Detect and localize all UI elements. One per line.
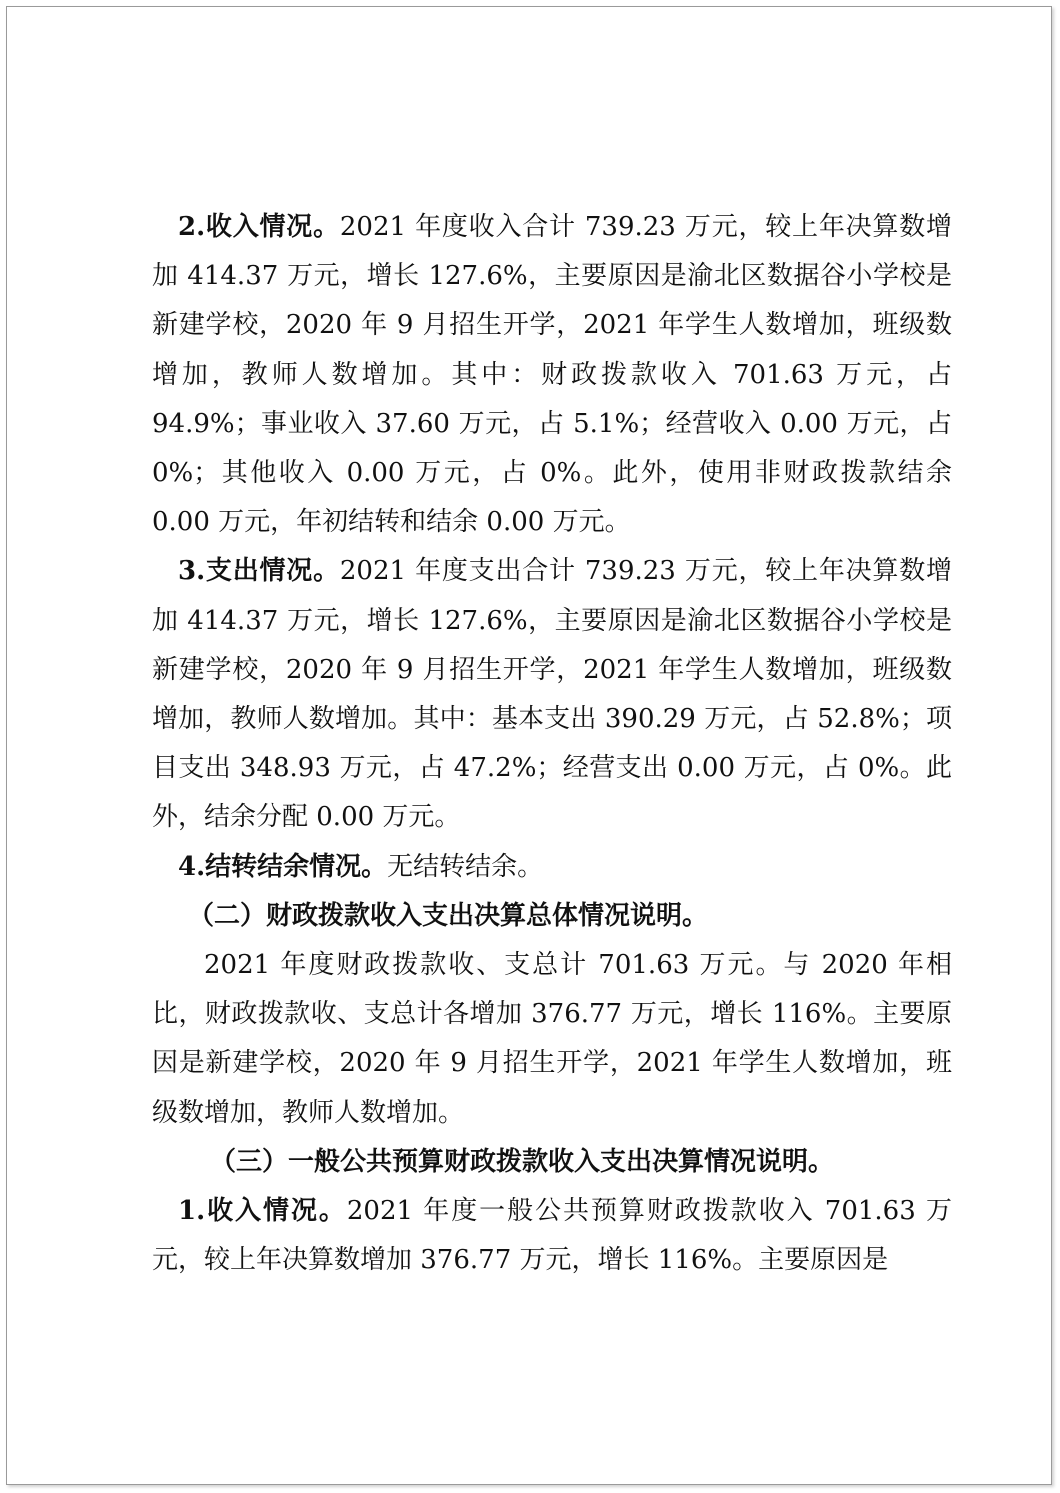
expense-heading: 3.支出情况。 <box>178 556 340 587</box>
expense-text: 2021 年度支出合计 739.23 万元，较上年决算数增加 414.37 万元，增长 127.6%，主要原因是渝北区数据谷小学校是新建学校，2020 年 9 月招生开学，2021 年学生人数增加，班级数增加，教师人数增加。其中：基本支出 390.29 万元，占 52.8%；项目支出 348.93 万元，占 47.2%；经营支出 0.00 万元，占 0%。此外，结余分配 0.00 万元。 <box>152 556 952 833</box>
gp-income-text: 2021 年度一般公共预算财政拨款收入 701.63 万元，较上年决算数增加 376.77 万元，增长 116%。主要原因是 <box>152 1196 952 1276</box>
section-2-paragraph: 2021 年度财政拨款收、支总计 701.63 万元。与 2020 年相比，财政拨款收、支总计各增加 376.77 万元，增长 116%。主要原因是新建学校，2020 年 9 月招生开学，2021 年学生人数增加，班级数增加，教师人数增加。 <box>152 950 952 1128</box>
carryover-heading: 4.结转结余情况。 <box>178 851 388 882</box>
section-2-heading: （二）财政拨款收入支出决算总体情况说明。 <box>188 900 709 931</box>
section-3-heading: （三）一般公共预算财政拨款收入支出决算情况说明。 <box>210 1146 835 1177</box>
document-page <box>6 6 1052 1485</box>
paragraph-carryover <box>152 843 952 892</box>
paragraph-expense <box>152 547 952 842</box>
paragraph-gp-income <box>152 1187 952 1285</box>
document-body <box>152 203 961 1285</box>
carryover-text: 无结转结余。 <box>387 851 544 882</box>
income-text: 2021 年度收入合计 739.23 万元，较上年决算数增加 414.37 万元，增长 127.6%，主要原因是渝北区数据谷小学校是新建学校，2020 年 9 月招生开学，2021 年学生人数增加，班级数增加，教师人数增加。其中：财政拨款收入 701.63 万元，占 94.9%；事业收入 37.60 万元，占 5.1%；经营收入 0.00 万元，占 0%；其他收入 0.00 万元，占 0%。此外，使用非财政拨款结余 0.00 万元，年初结转和结余 0.00 万元。 <box>152 212 961 538</box>
paragraph-income <box>152 203 961 547</box>
gp-income-heading: 1.收入情况。 <box>178 1196 347 1227</box>
income-heading: 2.收入情况。 <box>178 212 340 242</box>
